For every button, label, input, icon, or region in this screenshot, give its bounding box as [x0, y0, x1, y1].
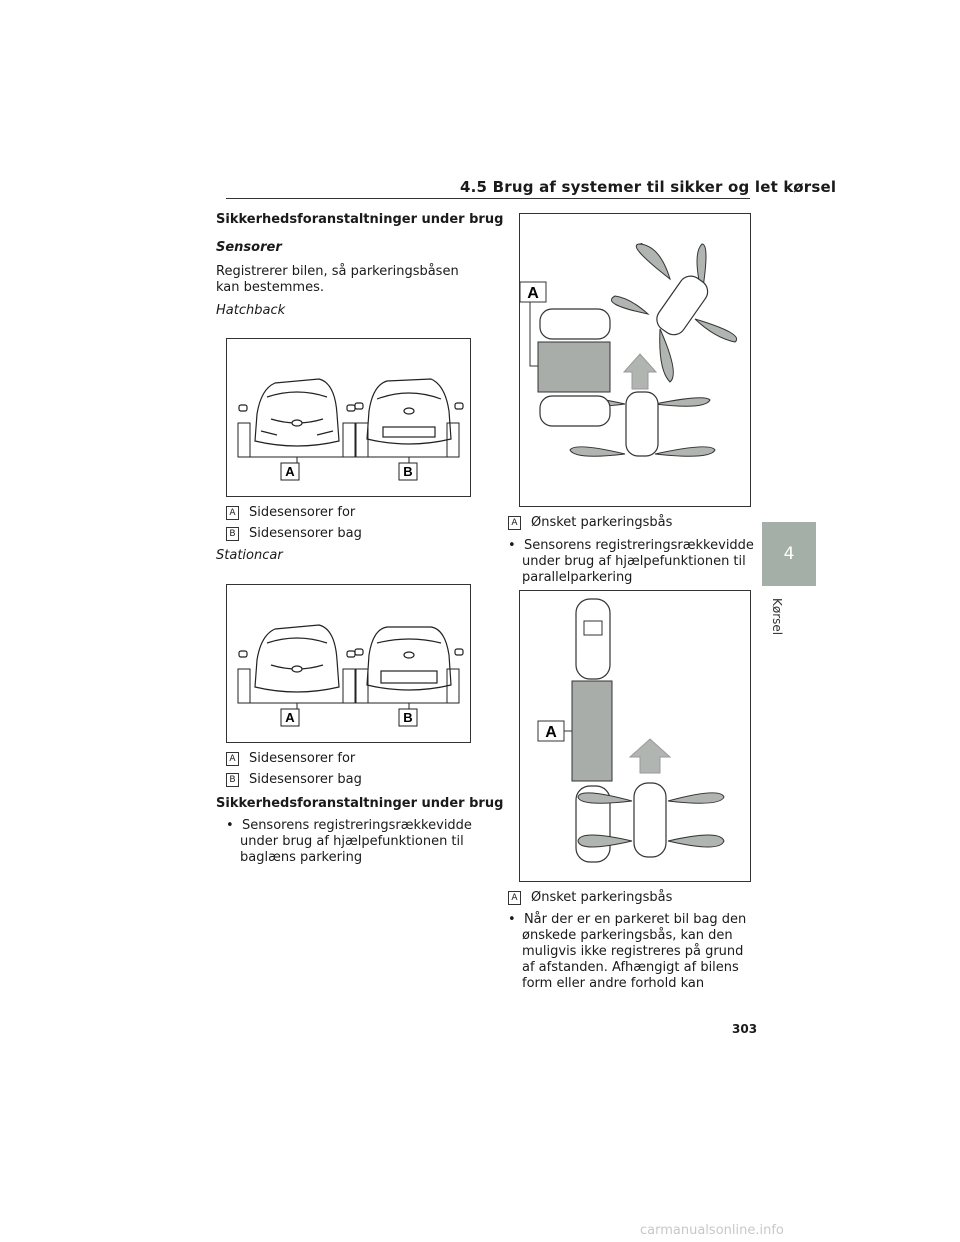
- legend-item-b: [226, 526, 362, 542]
- stationcar-sensors-illustration: [227, 585, 470, 742]
- chapter-label: [760, 598, 790, 642]
- legend-item-a: [508, 515, 672, 531]
- chapter-number: 4: [783, 544, 795, 564]
- bullet-text: Sensorens registreringsrækkevidde under brug af hjælpefunktionen til baglæns parkering: [240, 818, 472, 865]
- sensor-description: Registrerer bilen, så parkeringsbåsen kan bestemmes.: [216, 264, 459, 295]
- fig2-label-b: B: [403, 710, 413, 725]
- figure-reverse-parking: [519, 213, 751, 507]
- heading-precautions-2: Sikkerhedsforanstaltninger under brug: [216, 796, 504, 811]
- header-rule: [226, 198, 750, 199]
- legend-letter: A: [226, 506, 239, 520]
- bullet-rear-car-note: • Når der er en parkeret bil bag den ønskede parkeringsbås, kan den muligvis ikke registreres på grund af afstanden. Afhængigt af bilens form eller andre forhold kan: [508, 912, 747, 991]
- variant-stationcar: Stationcar: [216, 548, 283, 563]
- legend-text: Ønsket parkeringsbås: [531, 515, 673, 530]
- bullet-text: Når der er en parkeret bil bag den ønskede parkeringsbås, kan den muligvis ikke registreres på grund af afstanden. Afhængigt af bilens form eller andre forhold kan: [522, 912, 747, 991]
- parallel-parking-illustration: [520, 591, 750, 881]
- legend-text: Ønsket parkeringsbås: [531, 890, 673, 905]
- watermark: carmanualsonline.info: [640, 1223, 784, 1238]
- bullet-reverse-parking: • Sensorens registreringsrækkevidde under brug af hjælpefunktionen til baglæns parkering: [226, 818, 472, 865]
- legend-item-a: [226, 505, 355, 521]
- legend-text: Sidesensorer for: [249, 505, 356, 520]
- figure-hatchback: [226, 338, 471, 497]
- section-title: 4.5 Brug af systemer til sikker og let kørsel: [460, 178, 837, 196]
- subheading-sensors: Sensorer: [216, 240, 282, 255]
- fig2-label-a: A: [285, 710, 295, 725]
- variant-hatchback: Hatchback: [216, 303, 286, 318]
- reverse-parking-illustration: [520, 214, 750, 506]
- chapter-tab: [762, 522, 816, 586]
- fig3-label-a: A: [527, 285, 539, 302]
- bullet-parallel-parking: • Sensorens registreringsrækkevidde under brug af hjælpefunktionen til parallelparkering: [508, 538, 754, 585]
- legend-letter: B: [226, 527, 239, 541]
- legend-text: Sidesensorer bag: [249, 526, 362, 541]
- bullet-text: Sensorens registreringsrækkevidde under brug af hjælpefunktionen til parallelparkering: [522, 538, 754, 585]
- fig4-label-a: A: [545, 724, 557, 741]
- page-number: 303: [732, 1022, 758, 1036]
- figure-stationcar: [226, 584, 471, 743]
- legend-letter: A: [508, 891, 521, 905]
- legend-letter: A: [508, 516, 521, 530]
- hatchback-sensors-illustration: [227, 339, 470, 496]
- legend-letter: A: [226, 752, 239, 766]
- legend-item-b: [226, 772, 362, 788]
- figure-parallel-parking: [519, 590, 751, 882]
- fig1-label-a: A: [285, 464, 295, 479]
- legend-text: Sidesensorer for: [249, 751, 356, 766]
- chapter-label-text: Kørsel: [770, 598, 784, 636]
- legend-letter: B: [226, 773, 239, 787]
- legend-item-a: [508, 890, 672, 906]
- legend-item-a: [226, 751, 355, 767]
- fig1-label-b: B: [403, 464, 413, 479]
- legend-text: Sidesensorer bag: [249, 772, 362, 787]
- heading-precautions: Sikkerhedsforanstaltninger under brug: [216, 212, 504, 227]
